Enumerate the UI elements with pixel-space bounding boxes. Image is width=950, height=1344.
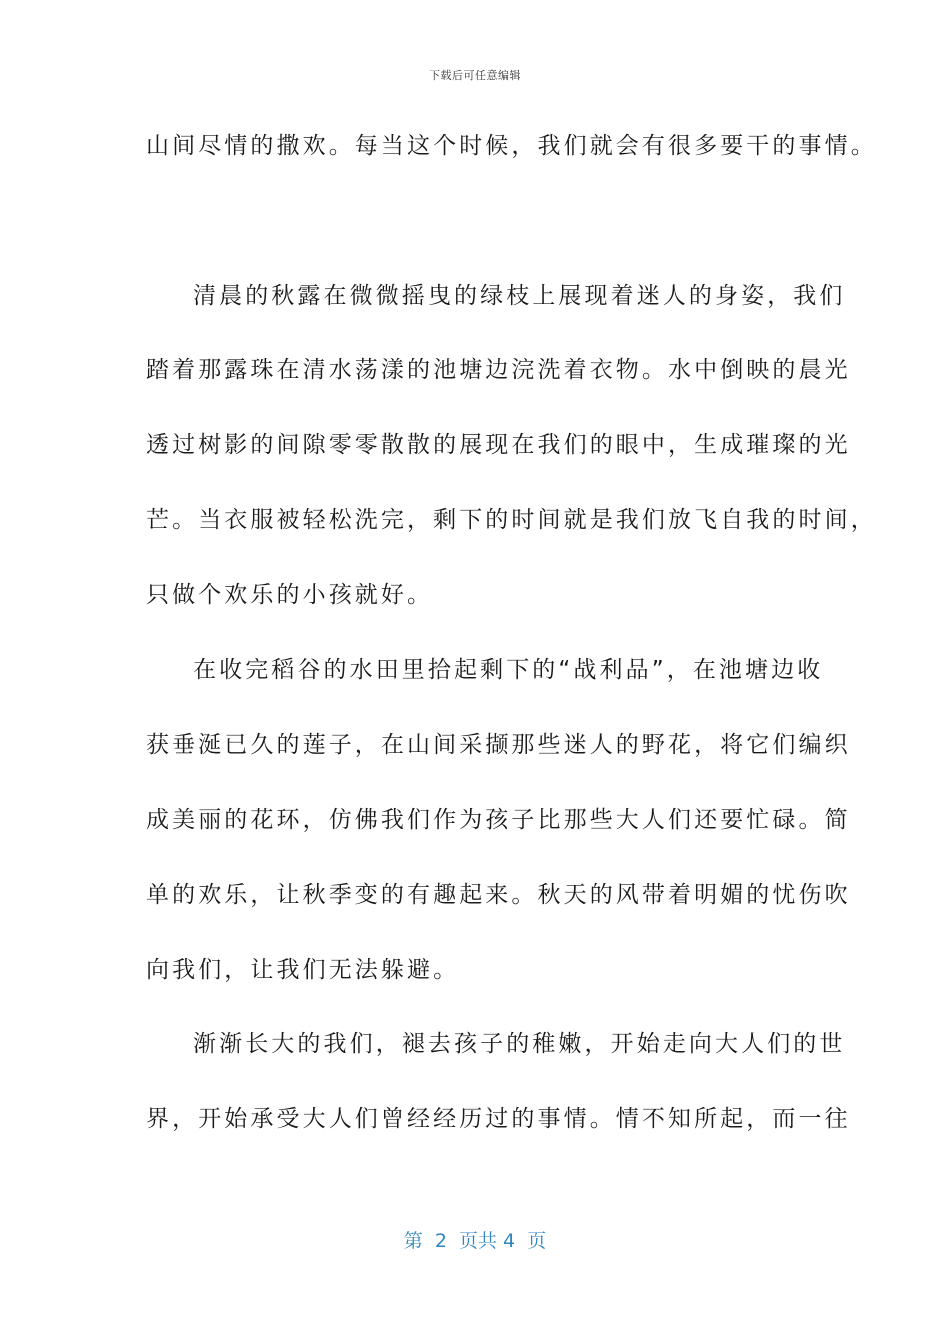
text-line: 清晨的秋露在微微摇曳的绿枝上展现着迷人的身姿，我们	[193, 283, 846, 309]
text-line: 获垂涎已久的莲子，在山间采撷那些迷人的野花，将它们编织	[146, 732, 851, 758]
text-line: 透过树影的间隙零零散散的展现在我们的眼中，生成璀璨的光	[146, 432, 851, 458]
text-line: 单的欢乐，让秋季变的有趣起来。秋天的风带着明媚的忧伤吹	[146, 882, 851, 908]
text-line: 成美丽的花环，仿佛我们作为孩子比那些大人们还要忙碌。简	[146, 807, 851, 833]
text-line: 在收完稻谷的水田里拾起剩下的“战利品”，在池塘边收	[193, 657, 824, 683]
page-header-note: 下载后可任意编辑	[429, 69, 521, 82]
text-line: 向我们，让我们无法躲避。	[146, 957, 460, 983]
text-line: 山间尽情的撒欢。每当这个时候，我们就会有很多要干的事情。	[146, 133, 877, 159]
text-line: 界，开始承受大人们曾经经历过的事情。情不知所起，而一往	[146, 1106, 851, 1132]
text-line: 只做个欢乐的小孩就好。	[146, 582, 434, 608]
page-number-footer: 第 2 页共 4 页	[403, 1230, 547, 1252]
text-line: 芒。当衣服被轻松洗完，剩下的时间就是我们放飞自我的时间，	[146, 507, 877, 533]
text-line: 渐渐长大的我们，褪去孩子的稚嫩，开始走向大人们的世	[193, 1031, 846, 1057]
text-line: 踏着那露珠在清水荡漾的池塘边浣洗着衣物。水中倒映的晨光	[146, 357, 851, 383]
